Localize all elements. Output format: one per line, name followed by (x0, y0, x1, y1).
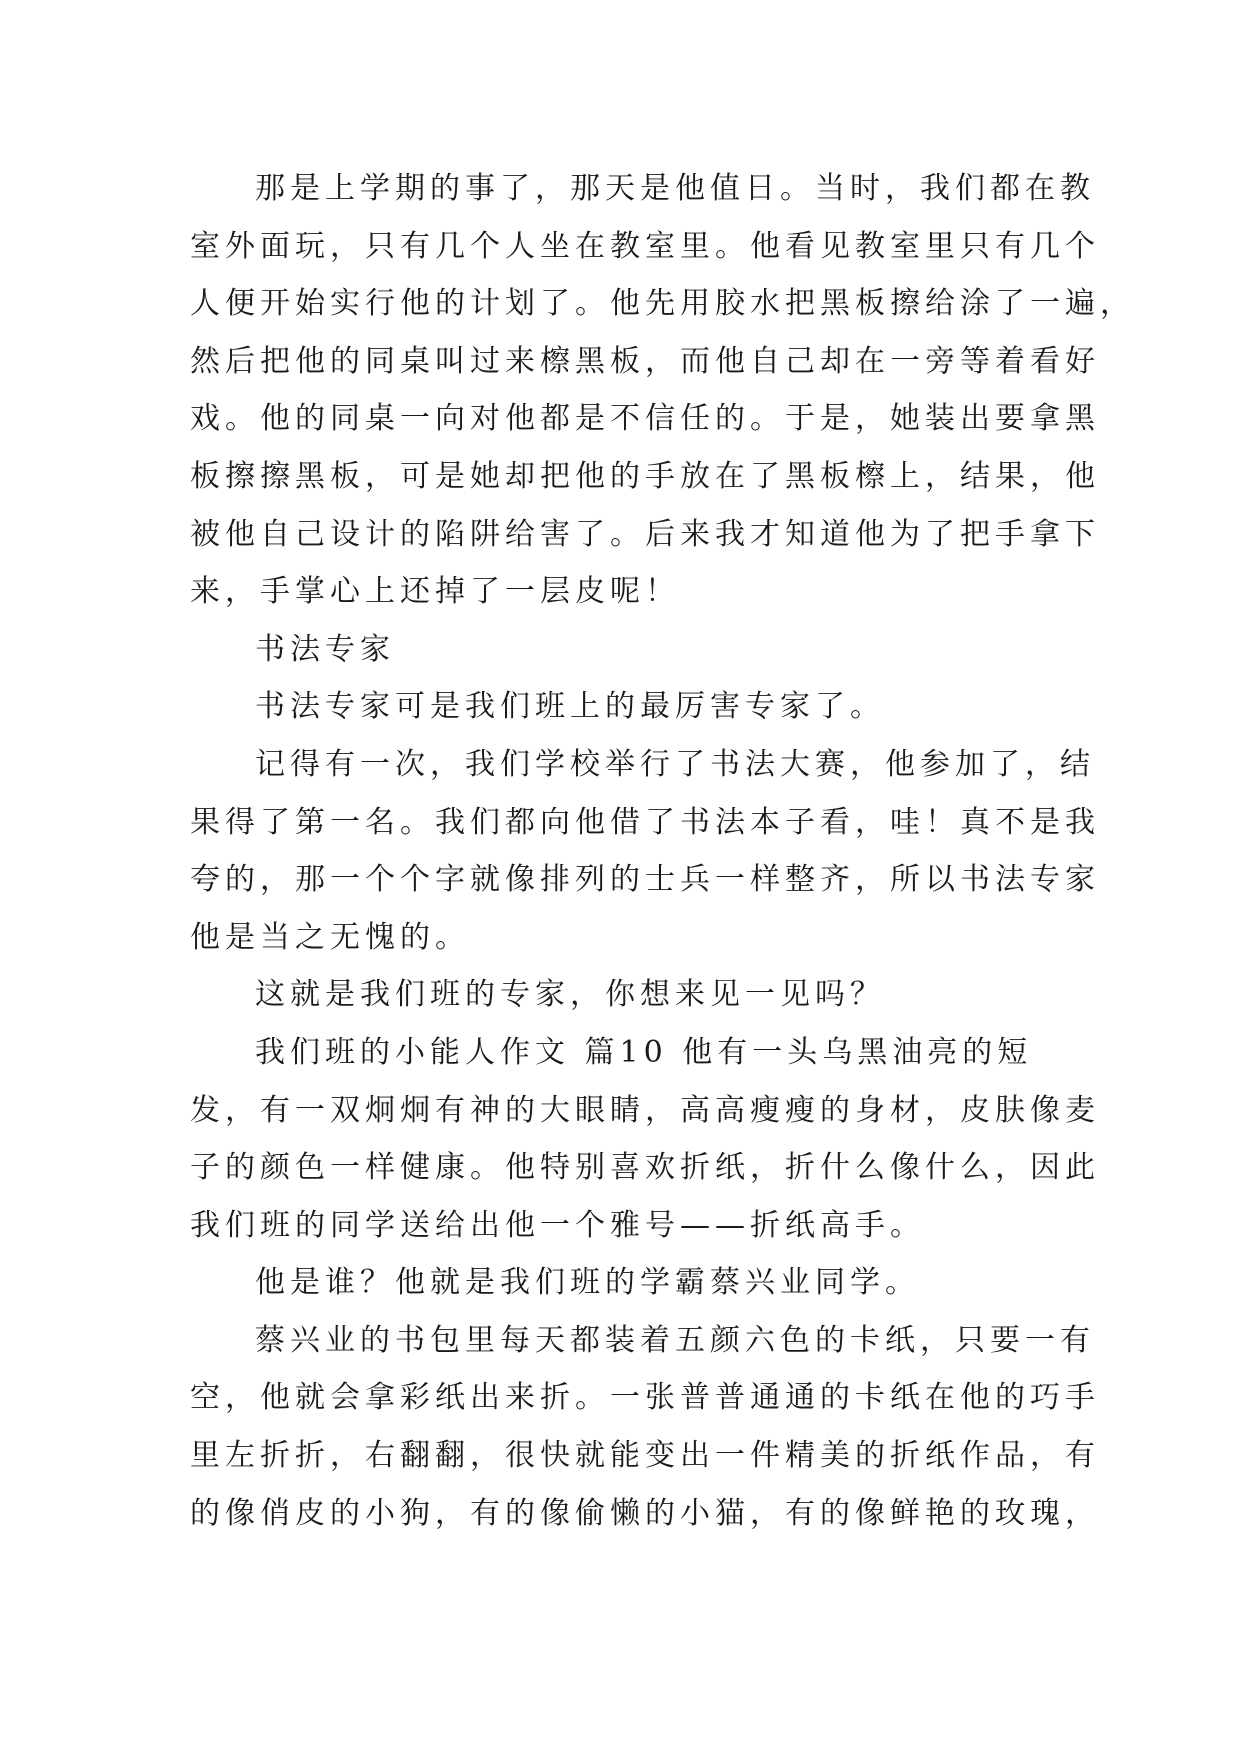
section-heading: 书法专家 (255, 631, 395, 667)
text-line: 被他自己设计的陷阱给害了。后来我才知道他为了把手拿下 (190, 516, 1100, 552)
text-line: 这就是我们班的专家，你想来见一见吗？ (255, 977, 885, 1013)
text-line: 人便开始实行他的计划了。他先用胶水把黑板擦给涂了一遍， (190, 286, 1135, 322)
text-line: 室外面玩，只有几个人坐在教室里。他看见教室里只有几个 (190, 228, 1100, 264)
text-line: 那是上学期的事了，那天是他值日。当时，我们都在教 (255, 171, 1095, 206)
text-line: 书法专家可是我们班上的最厉害专家了。 (255, 689, 885, 725)
document-body (190, 160, 1135, 1542)
text-line: 发，有一双炯炯有神的大眼睛，高高瘦瘦的身材，皮肤像麦 (190, 1092, 1100, 1128)
text-line: 的像俏皮的小狗，有的像偷懒的小猫，有的像鲜艳的玫瑰， (190, 1495, 1100, 1531)
text-line: 子的颜色一样健康。他特别喜欢折纸，折什么像什么，因此 (190, 1150, 1100, 1186)
text-line: 记得有一次，我们学校举行了书法大赛，他参加了，结 (255, 746, 1095, 782)
text-line: 夸的，那一个个字就像排列的士兵一样整齐，所以书法专家 (190, 862, 1100, 898)
text-line: 他是谁？他就是我们班的学霸蔡兴业同学。 (255, 1265, 920, 1301)
text-line: 果得了第一名。我们都向他借了书法本子看，哇！真不是我 (190, 804, 1100, 840)
text-line: 空，他就会拿彩纸出来折。一张普普通通的卡纸在他的巧手 (190, 1380, 1100, 1416)
text-line: 然后把他的同桌叫过来檫黑板，而他自己却在一旁等着看好 (190, 343, 1100, 379)
text-line: 戏。他的同桌一向对他都是不信任的。于是，她装出要拿黑 (190, 401, 1100, 437)
text-line: 我们班的小能人作文 篇10 他有一头乌黑油亮的短 (255, 1034, 1033, 1070)
text-line: 来，手掌心上还掉了一层皮呢！ (190, 574, 680, 610)
text-line: 蔡兴业的书包里每天都装着五颜六色的卡纸，只要一有 (255, 1322, 1095, 1358)
text-line: 他是当之无愧的。 (190, 919, 470, 955)
text-line: 我们班的同学送给出他一个雅号——折纸高手。 (190, 1207, 925, 1243)
text-line: 板擦擦黑板，可是她却把他的手放在了黑板檫上，结果，他 (190, 458, 1100, 494)
text-line: 里左折折，右翻翻，很快就能变出一件精美的折纸作品，有 (190, 1438, 1100, 1474)
